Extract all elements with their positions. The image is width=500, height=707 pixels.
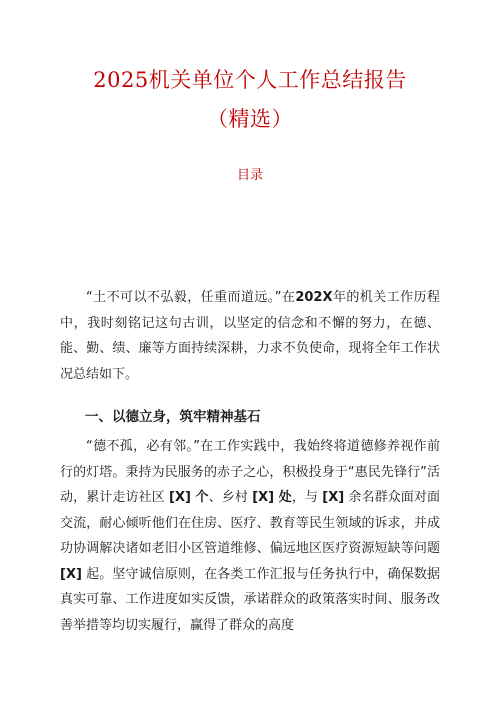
text-run: 起。坚守诚信原则，在各类工作汇报与任务执行中，确保数据真实可靠、工作进度如实反馈，承诺群众的政策落实时间、服务改善举措等均切实履行，赢得了群众的高度 (60, 566, 440, 633)
text-run: 年的机关工作历程中，我时刻铭记这句古训，以坚定的信念和不懈的努力，在德、能、勤、绩、廉等方面持续深耕，力求不负使命，现将全年工作状况总结如下。 (60, 290, 440, 382)
table-of-contents-label: 目录 (236, 168, 263, 183)
text-run: ，与 (291, 490, 323, 505)
text-run: 、乡村 (208, 490, 253, 505)
document-subtitle: （精选） (207, 107, 293, 131)
section-1-paragraph (60, 434, 440, 638)
document-title: 2025机关单位个人工作总结报告 (93, 68, 407, 92)
bold-text-run: [X] (322, 490, 345, 505)
intro-paragraph (60, 285, 440, 387)
section-heading-1: 一、以德立身，筑牢精神基石 (85, 409, 261, 425)
bold-text-run: [X] (60, 566, 82, 582)
bold-text-run: [X] 处 (252, 490, 292, 505)
text-run: “土不可以不弘毅，任重而道远。”在 (86, 290, 296, 305)
bold-text-run: 202X (295, 290, 333, 305)
text-run: 余名群众面对面交流，耐心倾听他们在住房、医疗、教育等民生领域的诉求，并成功协调解决诸如老旧小区管道维修、偏远地区医疗资源短缺等问题 (60, 490, 441, 556)
bold-text-run: [X] 个 (169, 490, 209, 505)
text-run: “德不孤，必有邻。”在工作实践中，我始终将道德修养视作前行的灯塔。秉持为民服务的赤子之心，积极投身于“惠民先锋行”活动，累计走访社区 (60, 439, 440, 505)
